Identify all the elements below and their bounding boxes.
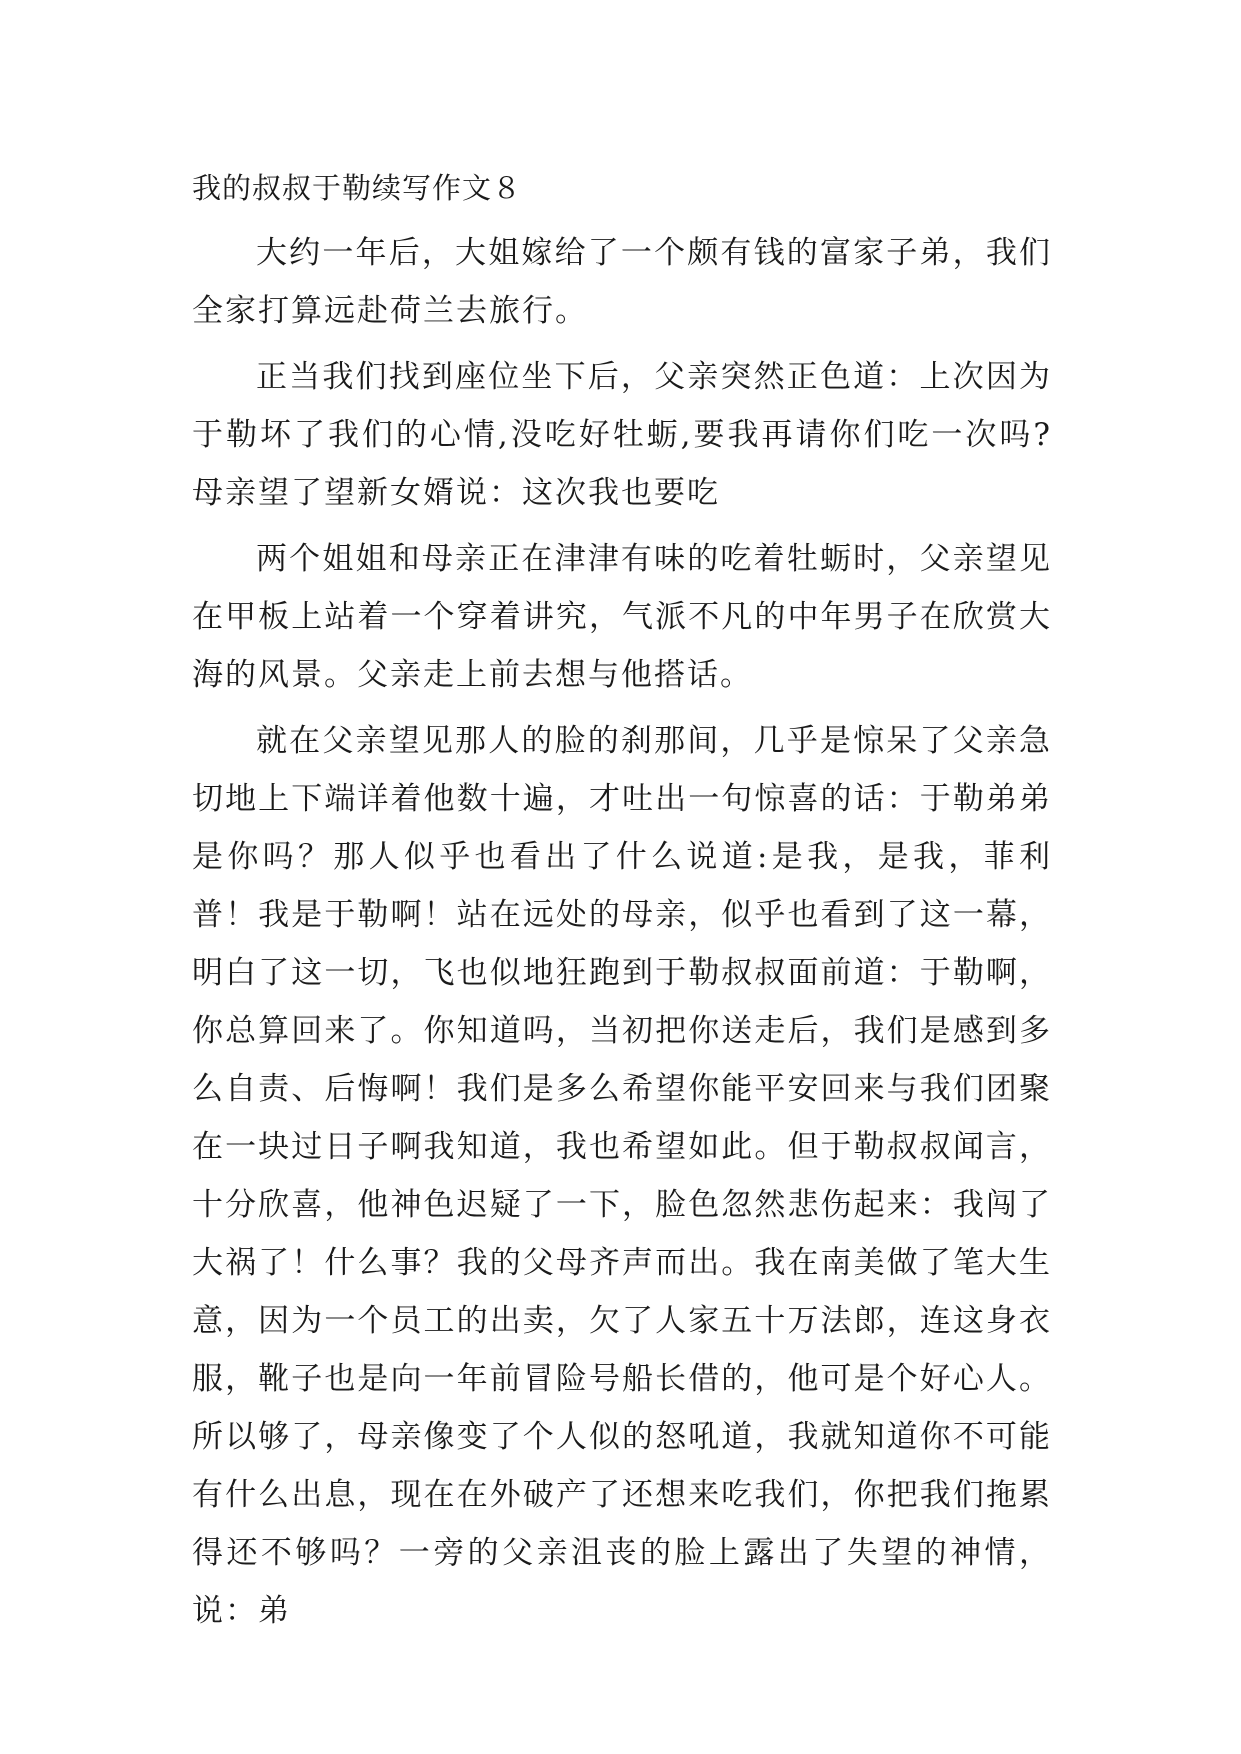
document-page	[192, 160, 1052, 1648]
paragraph-2: 正当我们找到座位坐下后，父亲突然正色道：上次因为于勒坏了我们的心情,没吃好牡蛎,要我再请你们吃一次吗?母亲望了望新女婿说：这次我也要吃	[192, 359, 1052, 511]
paragraph-1: 大约一年后，大姐嫁给了一个颇有钱的富家子弟，我们全家打算远赴荷兰去旅行。	[192, 235, 1052, 329]
paragraph-4: 就在父亲望见那人的脸的刹那间，几乎是惊呆了父亲急切地上下端详着他数十遍，才吐出一句惊喜的话：于勒弟弟是你吗？那人似乎也看出了什么说道:是我，是我，菲利普！我是于勒啊！站在远处的母亲，似乎也看到了这一幕，明白了这一切，飞也似地狂跑到于勒叔叔面前道：于勒啊，你总算回来了。你知道吗，当初把你送走后，我们是感到多么自责、后悔啊！我们是多么希望你能平安回来与我们团聚在一块过日子啊我知道，我也希望如此。但于勒叔叔闻言，十分欣喜，他神色迟疑了一下，脸色忽然悲伤起来：我闯了大祸了！什么事？我的父母齐声而出。我在南美做了笔大生意，因为一个员工的出卖，欠了人家五十万法郎，连这身衣服，靴子也是向一年前冒险号船长借的，他可是个好心人。所以够了，母亲像变了个人似的怒吼道，我就知道你不可能有什么出息，现在在外破产了还想来吃我们，你把我们拖累得还不够吗？一旁的父亲沮丧的脸上露出了失望的神情，说：弟	[192, 723, 1052, 1629]
document-title: 我的叔叔于勒续写作文８	[192, 171, 523, 205]
paragraph-3: 两个姐姐和母亲正在津津有味的吃着牡蛎时，父亲望见在甲板上站着一个穿着讲究，气派不凡的中年男子在欣赏大海的风景。父亲走上前去想与他搭话。	[192, 541, 1052, 693]
